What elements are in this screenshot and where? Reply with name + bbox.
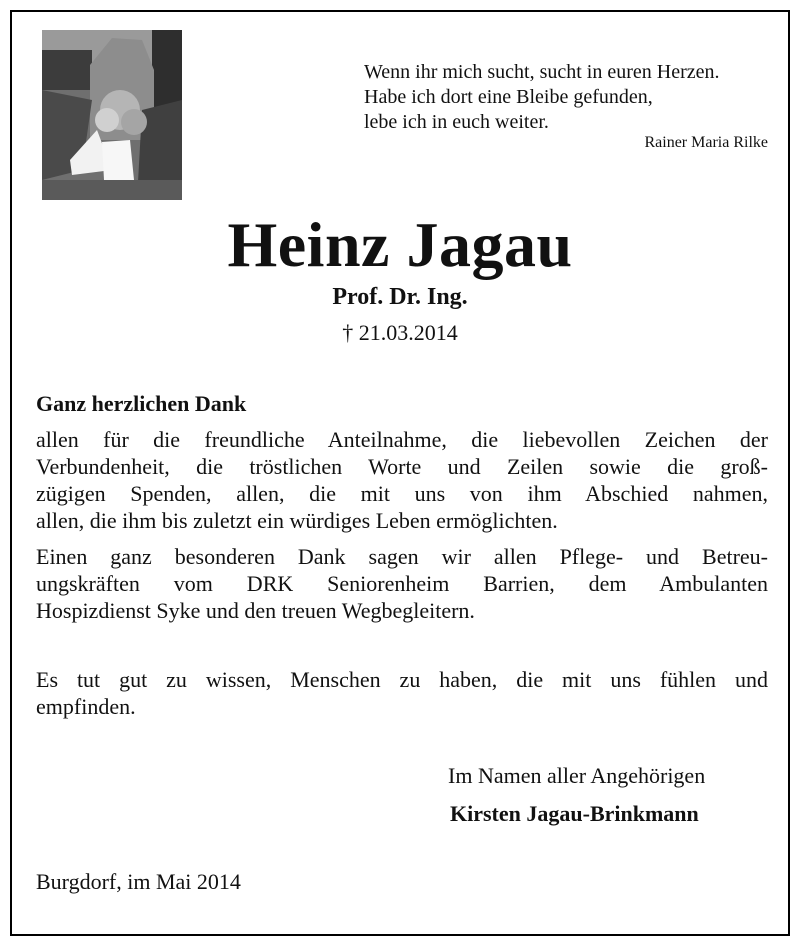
thanks-heading: Ganz herzlichen Dank bbox=[36, 391, 247, 416]
place-date: Burgdorf, im Mai 2014 bbox=[36, 869, 241, 894]
quote-line: Habe ich dort eine Bleibe gefunden, bbox=[364, 86, 653, 108]
thanks-paragraph-1 bbox=[36, 426, 768, 534]
text-line: Einen ganz besonderen Dank sagen wir allen Pflege- und Betreu- bbox=[36, 544, 768, 569]
signature-intro: Im Namen aller Angehörigen bbox=[448, 763, 706, 788]
rilke-quote bbox=[364, 60, 774, 135]
text-line: zügigen Spenden, allen, die mit uns von ihm Abschied nahmen, bbox=[36, 481, 768, 506]
quote-author: Rainer Maria Rilke bbox=[644, 134, 768, 151]
text-line: Verbundenheit, die tröstlichen Worte und Zeilen sowie die groß- bbox=[36, 454, 768, 479]
grave-photo bbox=[42, 30, 182, 200]
text-line: empfinden. bbox=[36, 694, 136, 719]
signature-name: Kirsten Jagau-Brinkmann bbox=[450, 801, 699, 826]
death-date: † 21.03.2014 bbox=[342, 320, 458, 345]
academic-title: Prof. Dr. Ing. bbox=[332, 284, 468, 310]
text-line: Es tut gut zu wissen, Menschen zu haben, die mit uns fühlen und bbox=[36, 667, 768, 692]
text-line: ungskräften vom DRK Seniorenheim Barrien, dem Ambulanten bbox=[36, 571, 768, 596]
quote-line: Wenn ihr mich sucht, sucht in euren Herzen. bbox=[364, 61, 720, 83]
obituary-notice bbox=[10, 10, 790, 936]
quote-line: lebe ich in euch weiter. bbox=[364, 111, 549, 133]
text-line: allen, die ihm bis zuletzt ein würdiges Leben ermöglichten. bbox=[36, 508, 558, 533]
deceased-name: Heinz Jagau bbox=[227, 209, 573, 280]
text-line: Hospizdienst Syke und den treuen Wegbegleitern. bbox=[36, 598, 475, 623]
thanks-paragraph-2 bbox=[36, 543, 768, 624]
thanks-paragraph-3 bbox=[36, 666, 768, 720]
text-line: allen für die freundliche Anteilnahme, die liebevollen Zeichen der bbox=[36, 427, 768, 452]
